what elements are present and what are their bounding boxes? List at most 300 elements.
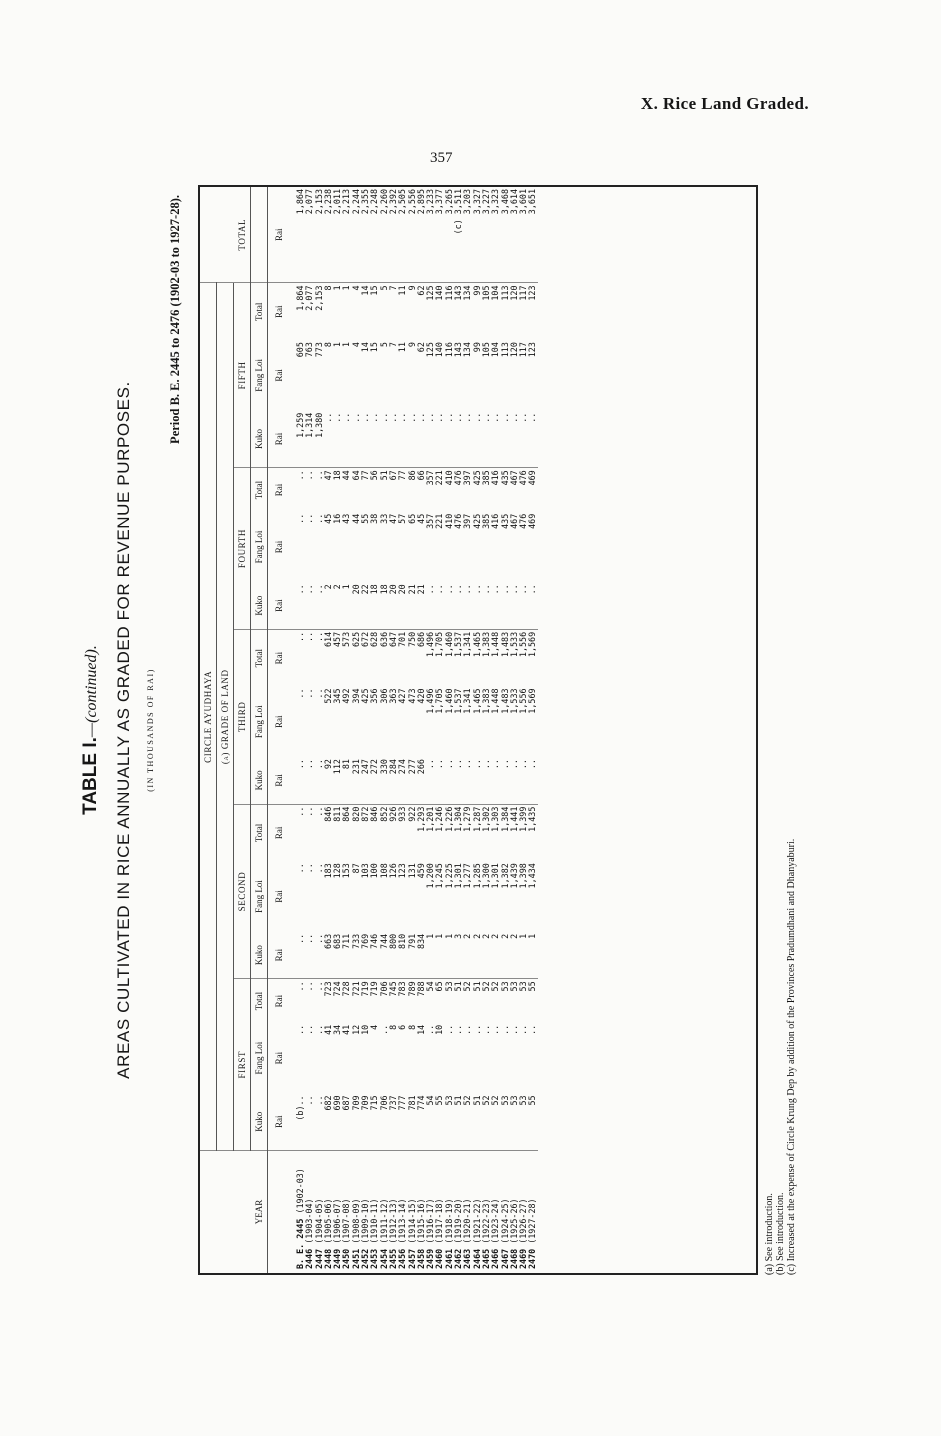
value-cell: 87: [350, 863, 361, 874]
value-cell: 810: [398, 932, 407, 979]
value-cell: 774: [417, 1093, 426, 1150]
value-cell: ..: [445, 582, 454, 629]
year-cell: 2446 (1903-04): [304, 1198, 315, 1269]
value-cell: 1,537: [453, 688, 464, 714]
value-cell: 1,556: [518, 688, 529, 714]
grade-header-third: THIRD: [234, 629, 251, 804]
table-number: TABLE I.: [80, 737, 101, 815]
value-cell: ..: [473, 582, 482, 629]
value-cell: 117: [518, 342, 529, 358]
value-cell: 123: [527, 342, 538, 358]
value-cell: 1: [341, 285, 352, 291]
value-cell: 104: [490, 285, 501, 301]
value-cell: 53: [518, 981, 529, 992]
value-cell: 134: [462, 342, 473, 358]
value-cell: 116: [443, 285, 454, 301]
unit-blank: [268, 1151, 293, 1274]
value-cell: 682: [324, 1093, 333, 1150]
value-cell: 47: [322, 470, 333, 481]
value-cell: ..: [417, 411, 426, 468]
value-cell: ..: [313, 513, 324, 524]
value-cell: ..: [425, 1024, 436, 1035]
value-cell: 105: [480, 342, 491, 358]
value-cell: 1,383: [480, 631, 491, 658]
value-cell: ..: [510, 411, 519, 468]
value-cell: 12: [350, 1024, 361, 1035]
value-cell: 2: [501, 932, 510, 979]
value-cell: ..: [315, 932, 324, 979]
unit-label: Rai: [274, 483, 284, 497]
value-cell: 112: [333, 757, 342, 804]
value-cell: ..: [313, 470, 324, 481]
unit-label: Rai: [274, 305, 284, 319]
value-cell: 1: [435, 932, 444, 979]
value-cell: 9: [406, 342, 417, 348]
footnote-b: (b) See introduction.: [775, 1192, 786, 1275]
value-cell: 2: [473, 932, 482, 979]
value-cell: 55: [528, 1093, 537, 1150]
year-cell: 2464 (1921-22): [471, 1198, 482, 1269]
value-cell: 64: [350, 470, 361, 481]
value-cell: 2,244: [352, 187, 361, 283]
value-cell: ..: [501, 757, 510, 804]
value-cell: 1: [445, 932, 454, 979]
table-label: [80, 185, 102, 1275]
value-cell: 781: [408, 1093, 417, 1150]
value-cell: 1,569: [527, 688, 538, 714]
value-cell: 2,077: [305, 187, 314, 283]
table-continued: —(continued).: [83, 645, 100, 738]
value-cell: 7: [387, 285, 398, 291]
value-cell: 92: [324, 757, 333, 804]
value-cell: 53: [508, 981, 519, 992]
value-cell: 67: [387, 470, 398, 481]
footnote-a: (a) See introduction.: [764, 1193, 775, 1275]
value-cell: ..: [435, 411, 444, 468]
value-cell: 394: [350, 688, 361, 704]
value-cell: 1,380: [315, 411, 324, 468]
year-cell: 2456 (1913-14): [397, 1198, 408, 1269]
value-cell: ..: [304, 631, 315, 642]
value-cell: 2,895: [417, 187, 426, 283]
unit-label: Rai: [268, 932, 293, 979]
value-cell: ..: [528, 582, 537, 629]
year-cell: 2461 (1918-19): [443, 1198, 454, 1269]
value-cell: 1,303: [490, 806, 501, 832]
value-cell: 221: [434, 470, 445, 486]
page-number: 357: [430, 150, 453, 166]
value-cell: 2,355: [361, 187, 370, 283]
section-heading: X. Rice Land Graded.: [640, 94, 809, 113]
value-cell: 2,153: [313, 285, 324, 311]
value-cell: 231: [352, 757, 361, 804]
year-cell: 2459 (1916-17): [425, 1198, 436, 1269]
subheader-fang-loi: Fang Loi: [251, 1023, 268, 1094]
value-cell: ..: [426, 582, 435, 629]
value-cell: 41: [341, 1024, 352, 1035]
value-cell: 1,569: [527, 631, 538, 658]
rice-land-table: [200, 187, 538, 1273]
value-cell: 476: [518, 470, 529, 486]
value-cell: 53: [443, 981, 454, 992]
value-cell: 51: [453, 981, 464, 992]
value-cell: ..: [304, 981, 315, 992]
subheader-kuko: Kuko: [251, 411, 268, 468]
value-cell: 4: [350, 342, 361, 348]
value-cell: ..: [313, 1024, 324, 1035]
value-cell: 2,011: [333, 187, 342, 283]
value-cell: 711: [342, 932, 351, 979]
subheader-row: [251, 187, 268, 1273]
value-cell: ..: [333, 411, 342, 468]
value-cell: 53: [501, 1093, 510, 1150]
value-cell: 1,341: [462, 631, 473, 658]
value-cell: 47: [387, 513, 398, 524]
value-cell: ..: [426, 411, 435, 468]
value-cell: 3: [454, 932, 463, 979]
value-cell: 10: [434, 1024, 445, 1035]
value-cell: 926: [387, 806, 398, 822]
value-cell: ..: [435, 757, 444, 804]
value-cell: 744: [380, 932, 389, 979]
value-cell: 1,398: [518, 863, 529, 889]
value-cell: 330: [380, 757, 389, 804]
year-cell: 2455 (1912-13): [387, 1198, 398, 1269]
value-cell: 8: [387, 1024, 398, 1030]
value-cell: ..: [313, 688, 324, 699]
value-cell: 2,260: [380, 187, 389, 283]
value-cell: 1,705: [434, 631, 445, 658]
value-cell: 852: [378, 806, 389, 822]
value-cell: 7: [387, 342, 398, 348]
value-cell: ..: [370, 411, 379, 468]
value-cell: 1,460: [443, 688, 454, 714]
value-cell: 22: [361, 582, 370, 629]
value-cell: 113: [499, 342, 510, 358]
value-cell: 420: [415, 688, 426, 704]
value-cell: 183: [322, 863, 333, 879]
value-cell: 1,864: [295, 285, 305, 311]
subheader-fang-loi: Fang Loi: [251, 512, 268, 583]
grade-header-fifth: FIFTH: [234, 283, 251, 468]
value-cell: 51: [471, 981, 482, 992]
value-cell: 99: [471, 342, 482, 353]
value-cell: 120: [508, 342, 519, 358]
value-cell: 108: [378, 863, 389, 879]
value-cell: 864: [341, 806, 352, 822]
year-header: YEAR: [200, 1151, 268, 1274]
value-cell: 356: [369, 688, 380, 704]
unit-label: Rai: [268, 1093, 293, 1150]
value-cell: (b)..: [292, 1093, 305, 1150]
value-cell: 1,496: [425, 688, 436, 714]
value-cell: 3,327: [473, 187, 482, 283]
value-cell: 18: [370, 582, 379, 629]
value-cell: ..: [491, 582, 500, 629]
value-cell: ..: [398, 411, 407, 468]
table-row: [528, 187, 537, 1273]
subheader-kuko: Kuko: [251, 582, 268, 629]
value-cell: 4: [369, 1024, 380, 1030]
grade-header-second: SECOND: [234, 804, 251, 979]
value-cell: 3,468: [501, 187, 510, 283]
value-cell: 81: [342, 757, 351, 804]
value-cell: 1: [426, 932, 435, 979]
value-cell: 1,201: [425, 806, 436, 832]
table-frame: [198, 185, 758, 1275]
value-cell: 53: [499, 981, 510, 992]
value-cell: ..: [518, 1024, 529, 1035]
value-cell: ..: [292, 582, 305, 629]
value-cell: 625: [350, 631, 361, 648]
period-note: Period B. E. 2445 to 2476 (1902-03 to 1927-28).: [168, 195, 182, 444]
value-cell: ..: [315, 582, 324, 629]
unit-label: Rai: [274, 1051, 284, 1065]
value-cell: 410: [443, 513, 454, 529]
value-cell: 701: [397, 631, 408, 648]
value-cell: 1: [342, 582, 351, 629]
value-cell: 33: [378, 513, 389, 524]
value-cell: 2,153: [315, 187, 324, 283]
value-cell: 1,556: [518, 631, 529, 658]
value-cell: 427: [397, 688, 408, 704]
value-cell: 922: [406, 806, 417, 822]
value-cell: 1,279: [462, 806, 473, 832]
value-cell: 1: [528, 932, 537, 979]
value-cell: 99: [471, 285, 482, 296]
value-cell: 476: [453, 513, 464, 529]
value-cell: 153: [341, 863, 352, 879]
value-cell: 733: [352, 932, 361, 979]
subheader-total: Total: [251, 283, 268, 340]
value-cell: 8: [322, 342, 333, 348]
value-cell: 1,705: [434, 688, 445, 714]
value-cell: 385: [480, 513, 491, 529]
value-cell: ..: [408, 411, 417, 468]
value-cell: 14: [360, 342, 371, 353]
value-cell: 614: [322, 631, 333, 648]
value-cell: 363: [387, 688, 398, 704]
value-cell: 800: [389, 932, 398, 979]
value-cell: 272: [370, 757, 379, 804]
value-cell: ..: [361, 411, 370, 468]
value-cell: 53: [510, 1093, 519, 1150]
value-cell: 105: [480, 285, 491, 301]
value-cell: 476: [518, 513, 529, 529]
value-cell: 3,323: [491, 187, 500, 283]
footnote-c: (c) Increased at the expense of Circle Krung Dep by addition of the Provinces Pradumdhani and Dhanyaburi.: [786, 838, 797, 1275]
value-cell: 52: [463, 1093, 472, 1150]
value-cell: 2: [482, 932, 491, 979]
value-cell: 763: [304, 342, 315, 358]
value-cell: 20: [389, 582, 398, 629]
subheader-total: Total: [251, 979, 268, 1023]
value-cell: 20: [352, 582, 361, 629]
value-cell: 1,200: [425, 863, 436, 889]
value-cell: 777: [398, 1093, 407, 1150]
unit-label: Rai: [274, 890, 284, 903]
value-cell: 1,304: [453, 806, 464, 832]
unit-label: Rai: [268, 582, 293, 629]
value-cell: 117: [518, 285, 529, 301]
value-cell: 1,382: [499, 863, 510, 889]
value-cell: 52: [482, 1093, 491, 1150]
value-cell: 410: [443, 470, 454, 486]
value-cell: ..: [435, 582, 444, 629]
value-cell: 54: [426, 1093, 435, 1150]
value-cell: 1: [341, 342, 352, 348]
value-cell: ..: [305, 932, 314, 979]
value-cell: 1,384: [499, 806, 510, 832]
value-cell: 1,533: [508, 688, 519, 714]
value-cell: ..: [443, 1024, 454, 1035]
value-cell: 51: [473, 1093, 482, 1150]
value-cell: 77: [397, 470, 408, 481]
value-cell: 131: [406, 863, 417, 879]
value-cell: 1,533: [508, 631, 519, 658]
value-cell: ..: [378, 1024, 389, 1035]
value-cell: 21: [417, 582, 426, 629]
value-cell: 690: [333, 1093, 342, 1150]
value-cell: 52: [462, 981, 473, 992]
value-cell: 11: [397, 285, 408, 296]
value-cell: 8: [322, 285, 333, 291]
value-cell: 719: [369, 981, 380, 997]
value-cell: 277: [408, 757, 417, 804]
value-cell: ..: [473, 411, 482, 468]
value-cell: 834: [417, 932, 426, 979]
value-cell: ..: [389, 411, 398, 468]
unit-row: [268, 187, 293, 1273]
value-cell: 345: [332, 688, 343, 704]
value-cell: 55: [435, 1093, 444, 1150]
value-cell: 476: [453, 470, 464, 486]
value-cell: 66: [415, 470, 426, 481]
value-cell: 457: [332, 631, 343, 648]
value-cell: 1,314: [305, 411, 314, 468]
value-cell: 605: [295, 342, 305, 358]
value-cell: 9: [406, 285, 417, 291]
year-cell: 2448 (1905-06): [322, 1198, 333, 1269]
value-cell: 51: [454, 1093, 463, 1150]
value-cell: ..: [313, 806, 324, 817]
unit-label: Rai: [274, 826, 284, 840]
value-cell: ..: [304, 1024, 315, 1035]
value-cell: 1,341: [462, 688, 473, 714]
value-cell: ..: [352, 411, 361, 468]
value-cell: 1,302: [480, 806, 491, 832]
value-cell: ..: [501, 582, 510, 629]
value-cell: 425: [471, 470, 482, 486]
value-cell: 1,383: [480, 688, 491, 714]
value-cell: 52: [480, 981, 491, 992]
value-cell: 1,465: [471, 631, 482, 658]
value-cell: ..: [295, 631, 305, 642]
value-cell: 397: [462, 513, 473, 529]
value-cell: 284: [389, 757, 398, 804]
value-cell: 143: [453, 342, 464, 358]
value-cell: 53: [519, 1093, 528, 1150]
value-cell: 116: [443, 342, 454, 358]
units-note: (IN THOUSANDS OF RAI): [146, 668, 155, 792]
value-cell: 1,448: [490, 688, 501, 714]
value-cell: ..: [482, 757, 491, 804]
year-cell: 2460 (1917-18): [434, 1198, 445, 1269]
value-cell: 3,377: [435, 187, 444, 283]
unit-label: Rai: [274, 994, 284, 1008]
value-cell: ..: [454, 582, 463, 629]
value-cell: ..: [491, 757, 500, 804]
value-cell: 773: [313, 342, 324, 358]
value-cell: 1,441: [508, 806, 519, 832]
value-cell: 11: [397, 342, 408, 353]
year-cell: 2469 (1926-27): [518, 1198, 529, 1269]
value-cell: ..: [527, 1024, 538, 1035]
subheader-blank: [251, 187, 268, 283]
value-cell: ..: [482, 411, 491, 468]
year-cell: 2458 (1915-16): [415, 1198, 426, 1269]
value-cell: ..: [295, 513, 305, 524]
value-cell: 663: [324, 932, 333, 979]
value-cell: ..: [313, 981, 324, 992]
value-cell: 672: [360, 631, 371, 648]
value-cell: 3,227: [482, 187, 491, 283]
value-cell: ..: [313, 631, 324, 642]
total-header: TOTAL: [200, 187, 251, 283]
year-cell: 2462 (1919-20): [453, 1198, 464, 1269]
value-cell: 4: [350, 285, 361, 291]
value-cell: 706: [378, 981, 389, 997]
value-cell: ..: [295, 1024, 305, 1035]
value-cell: 5: [378, 285, 389, 291]
value-cell: 2,238: [324, 187, 333, 283]
value-cell: 2: [491, 932, 500, 979]
value-cell: ..: [305, 757, 314, 804]
value-cell: 123: [527, 285, 538, 301]
year-cell: 2452 (1909-10): [360, 1198, 371, 1269]
value-cell: 126: [387, 863, 398, 879]
unit-label: Rai: [268, 757, 293, 804]
value-cell: 846: [322, 806, 333, 822]
value-cell: 6: [397, 1024, 408, 1030]
value-cell: 573: [341, 631, 352, 648]
year-cell: 2468 (1925-26): [508, 1198, 519, 1269]
value-cell: 2,505: [398, 187, 407, 283]
value-cell: 2: [463, 932, 472, 979]
value-cell: (c) 3,511: [454, 187, 463, 283]
value-cell: 55: [360, 513, 371, 524]
value-cell: ..: [462, 1024, 473, 1035]
value-cell: ..: [295, 863, 305, 874]
value-cell: 62: [415, 342, 426, 353]
subheader-kuko: Kuko: [251, 757, 268, 804]
value-cell: 746: [370, 932, 379, 979]
value-cell: 43: [341, 513, 352, 524]
value-cell: 721: [350, 981, 361, 997]
value-cell: 125: [425, 285, 436, 301]
value-cell: 21: [408, 582, 417, 629]
subheader-fang-loi: Fang Loi: [251, 861, 268, 932]
value-cell: 18: [332, 470, 343, 481]
value-cell: 687: [342, 1093, 351, 1150]
value-cell: 2: [324, 582, 333, 629]
year-cell: 2451 (1908-09): [350, 1198, 361, 1269]
value-cell: ..: [519, 582, 528, 629]
value-cell: ..: [304, 513, 315, 524]
circle-header: CIRCLE AYUDHAYA: [200, 283, 217, 1151]
value-cell: ..: [508, 1024, 519, 1035]
value-cell: 750: [406, 631, 417, 648]
